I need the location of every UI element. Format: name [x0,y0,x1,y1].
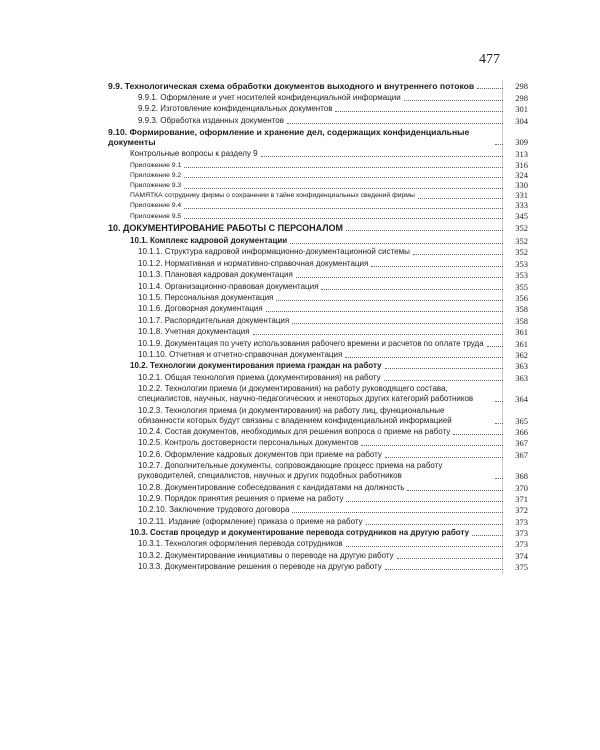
toc-entry-page: 366 [515,426,528,437]
leader-dots [253,334,503,335]
toc-entry-title: 9.10. Формирование, оформление и хранение дел, содержащих конфиденциальные документы [108,127,470,148]
toc-entry-title: 10.1.4. Организационно-правовая документация [138,281,319,291]
toc-entry-page: 352 [515,236,528,247]
toc-entry-page: 309 [515,137,528,148]
toc-entry-title: 10.3.1. Технология оформления перевода сотрудников [138,539,343,549]
leader-dots [261,156,503,157]
toc-entry-title: 9.9.2. Изготовление конфиденциальных документов [138,104,333,114]
leader-dots [371,266,503,267]
toc-entry-page: 361 [515,327,528,338]
toc-entry-page: 365 [515,415,528,426]
toc-entry-title: 10.1.3. Плановая кадровая документация [138,270,293,280]
toc-entry-title: 10.2.7. Дополнительные документы, сопровождающие процесс приема на работу руководителей, специалистов, научных и других подобных работников [138,461,443,481]
toc-entry-page: 372 [515,505,528,516]
toc-entry-title: 10.2. Технологии документирования приема граждан на работу [130,361,382,371]
toc-entry-title: 10.3.3. Документирование решения о переводе на другую работу [138,562,382,572]
toc-entry-title: 10.3.2. Документирование инициативы о переводе на другую работу [138,550,394,560]
toc-entry[interactable] [108,127,528,148]
toc-entry-page: 352 [515,247,528,258]
leader-dots [384,380,503,381]
leader-dots [184,177,503,178]
leader-dots [407,490,503,491]
toc-entry[interactable] [108,482,528,493]
page-number: 477 [479,52,500,67]
toc-entry-page: 370 [515,482,528,493]
toc-entry-page: 361 [515,338,528,349]
toc-entry[interactable] [108,115,528,126]
leader-dots [296,277,503,278]
leader-dots [495,144,503,145]
toc-entry[interactable] [108,493,528,504]
toc-entry-title: 10.2.9. Порядок принятия решения о приеме на работу [138,493,344,503]
toc-entry-page: 353 [515,258,528,269]
toc-entry-page: 330 [515,179,528,190]
leader-dots [385,368,503,369]
toc-entry-page: 371 [515,493,528,504]
toc-entry-title: 10.1.10. Отчетная и отчетно-справочная документация [138,350,343,359]
toc-entry-title: 10.1. Комплекс кадровой документации [130,236,288,246]
toc-entry-title: 10.2.4. Состав документов, необходимых для решения вопроса о приеме на работу [138,426,451,436]
leader-dots [346,546,503,547]
leader-dots [495,478,503,479]
leader-dots [413,254,503,255]
toc-entry[interactable] [108,361,528,372]
toc-entry-title: 9.9. Технологическая схема обработки документов выходного и внутреннего потоков [108,81,475,91]
toc-entry-title: 10. ДОКУМЕНТИРОВАНИЕ РАБОТЫ С ПЕРСОНАЛОМ [108,223,344,234]
toc-entry[interactable] [108,516,528,527]
toc-entry[interactable] [108,562,528,573]
toc-entry-title: 10.2.6. Оформление кадровых документов при приеме на работу [138,449,382,459]
toc-entry-title: 10.1.1. Структура кадровой информационно-документационной системы [138,247,410,257]
toc-entry-page: 373 [515,539,528,550]
toc-entry-title: 10.1.5. Персональная документация [138,293,274,303]
toc-entry[interactable] [108,200,528,211]
leader-dots [345,357,503,358]
toc-entry[interactable] [108,159,528,171]
toc-entry-title: 10.1.9. Документация по учету использования рабочего времени и расчетов по оплате труда [138,338,484,348]
toc-entry-title: 10.2.8. Документирование собеседования с кандидатами на должность [138,482,405,492]
leader-dots [346,501,503,502]
leader-dots [321,289,503,290]
toc-entry[interactable] [108,315,528,326]
toc-entry[interactable] [108,327,528,338]
toc-entry[interactable] [108,223,528,234]
toc-entry-title: Приложение 9.4 [130,202,182,210]
toc-entry[interactable] [108,539,528,550]
leader-dots [366,524,503,525]
leader-dots [453,434,503,435]
leader-dots [495,401,503,402]
toc-entry-page: 352 [515,223,528,234]
leader-dots [290,243,503,244]
toc-entry-title: 10.2.11. Издание (оформление) приказа о приеме на работу [138,516,363,526]
toc-entry-title: ПАМЯТКА сотруднику фирмы о сохранении в тайне конфиденциальных сведений фирмы [130,192,415,200]
toc-entry[interactable] [108,210,528,222]
leader-dots [266,311,503,312]
toc-entry[interactable] [108,270,528,281]
toc-entry-title: 9.9.3. Обработка изданных документов [138,115,284,125]
leader-dots [276,300,503,301]
toc-entry[interactable] [108,104,528,115]
leader-dots [287,123,503,124]
toc-entry[interactable] [108,93,528,103]
toc-entry-page: 375 [515,562,528,573]
leader-dots [397,558,503,559]
toc-entry-title: 10.2.2. Технологии приема (и документирования) на работу руководящего состава, специалистов, научных, научно-педагогических и некоторых других категорий работников [138,384,474,404]
toc-entry-page: 358 [515,315,528,326]
toc-entry-title: 10.2.3. Технология приема (и документирования) на работу лиц, функциональные обязанности которых будут связаны с владением конфиденциальной информацией [138,405,452,425]
leader-dots [477,88,503,89]
toc-entry[interactable] [108,293,528,304]
toc-entry-page: 355 [515,281,528,292]
toc-entry-page: 313 [515,149,528,160]
leader-dots [404,100,503,101]
leader-dots [292,323,503,324]
toc-entry-page: 374 [515,550,528,561]
toc-entry-title: 10.1.7. Распорядительная документация [138,315,290,325]
toc-entry[interactable] [108,179,528,191]
toc-entry-title: Приложение 9.2 [130,171,182,179]
toc-entry[interactable] [108,190,528,201]
toc-entry-page: 298 [515,81,528,91]
toc-entry-page: 298 [515,93,528,103]
toc-entry-page: 356 [515,293,528,304]
toc-entry-title: Приложение 9.1 [130,161,182,169]
toc-entry-page: 362 [515,350,528,360]
toc-entry-page: 301 [515,104,528,115]
toc-entry-title: Приложение 9.5 [130,212,182,220]
toc-entry-title: 10.2.10. Заключение трудового договора [138,505,290,515]
leader-dots [385,457,503,458]
leader-dots [346,230,503,231]
leader-dots [184,188,503,189]
toc-entry[interactable] [108,338,528,349]
toc-entry[interactable] [108,438,528,449]
toc-entry-title: 10.2.1. Общая технология приема (документирования) на работу [138,372,381,382]
toc-entry[interactable] [108,169,528,181]
toc-entry-page: 316 [515,159,528,170]
leader-dots [495,423,503,424]
toc-entry-page: 345 [515,210,528,221]
toc-entry[interactable] [108,304,528,315]
leader-dots [335,111,503,112]
leader-dots [418,198,503,199]
leader-dots [472,535,503,536]
toc-entry[interactable] [108,350,528,360]
toc-entry-page: 367 [515,438,528,449]
toc-entry-page: 367 [515,449,528,460]
table-of-contents [108,80,528,574]
toc-entry-page: 324 [515,169,528,180]
toc-entry-title: 10.1.2. Нормативная и нормативно-справочная документация [138,258,369,268]
toc-entry-title: 10.2.5. Контроль достоверности персональных документов [138,438,359,448]
toc-entry[interactable] [108,372,528,383]
toc-entry-title: Приложение 9.3 [130,181,182,189]
toc-entry[interactable] [108,236,528,247]
toc-entry-page: 363 [515,361,528,372]
toc-entry-title: 10.1.8. Учетная документация [138,327,250,337]
toc-entry[interactable] [108,258,528,269]
leader-dots [361,445,503,446]
toc-entry[interactable] [108,449,528,460]
toc-entry-page: 373 [515,528,528,539]
leader-dots [385,569,503,570]
toc-entry-title: Контрольные вопросы к разделу 9 [130,149,258,159]
toc-entry[interactable] [108,405,528,426]
toc-entry-page: 331 [515,190,528,201]
toc-entry[interactable] [108,461,528,482]
toc-entry-page: 333 [515,200,528,211]
toc-entry-page: 373 [515,516,528,527]
leader-dots [292,512,503,513]
toc-entry[interactable] [108,550,528,561]
toc-entry-page: 368 [515,471,528,482]
toc-entry[interactable] [108,247,528,258]
toc-entry-page: 363 [515,372,528,383]
leader-dots [184,167,503,168]
leader-dots [487,346,503,347]
toc-entry[interactable] [108,528,528,539]
toc-entry[interactable] [108,426,528,437]
leader-dots [184,208,503,209]
toc-entry-title: 10.3. Состав процедур и документирование перевода сотрудников на другую работу [130,528,470,538]
toc-entry-page: 364 [515,394,528,405]
toc-entry-title: 9.9.1. Оформление и учет носителей конфиденциальной информации [138,93,401,102]
toc-entry[interactable] [108,149,528,160]
toc-entry[interactable] [108,505,528,516]
toc-entry-title: 10.1.6. Договорная документация [138,304,263,314]
toc-entry[interactable] [108,81,528,91]
toc-entry[interactable] [108,281,528,292]
toc-entry-page: 358 [515,304,528,315]
toc-entry[interactable] [108,384,528,405]
toc-entry-page: 304 [515,115,528,126]
toc-entry-page: 353 [515,270,528,281]
leader-dots [184,218,503,219]
